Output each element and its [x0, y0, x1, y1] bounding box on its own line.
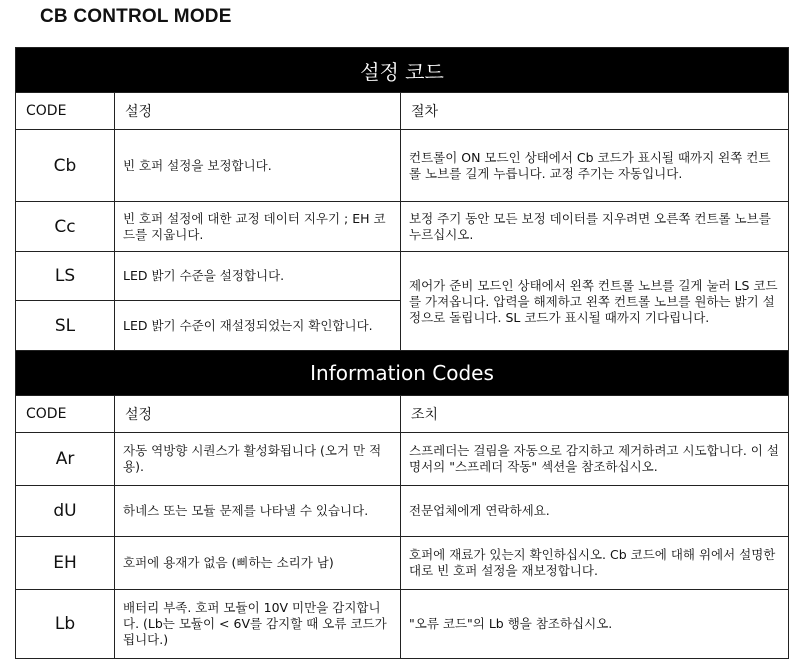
table-row	[16, 486, 789, 537]
setting-cell: 배터리 부족. 호퍼 모듈이 10V 미만을 감지합니다. (Lb는 모듈이 < 6V를 감지할 때 오류 코드가 됩니다.)	[115, 590, 401, 659]
setting-cell: 빈 호퍼 설정을 보정합니다.	[115, 130, 401, 202]
code-cell: dU	[16, 486, 115, 537]
table-row	[16, 433, 789, 486]
code-cell: Cc	[16, 202, 115, 252]
code-cell: EH	[16, 537, 115, 590]
table-row	[16, 202, 789, 252]
code-cell: SL	[16, 301, 115, 352]
table-header-row	[16, 396, 789, 433]
column-header-setting: 설정	[115, 396, 401, 433]
action-cell: 스프레더는 걸림을 자동으로 감지하고 제거하려고 시도합니다. 이 설명서의 "스프레더 작동" 섹션을 참조하십시오.	[401, 433, 789, 486]
procedure-cell: 컨트롤이 ON 모드인 상태에서 Cb 코드가 표시될 때까지 왼쪽 컨트롤 노브를 길게 누릅니다. 교정 주기는 자동입니다.	[401, 130, 789, 202]
procedure-cell: 제어가 준비 모드인 상태에서 왼쪽 컨트롤 노브를 길게 눌러 LS 코드를 가져옵니다. 압력을 해제하고 왼쪽 컨트롤 노브를 원하는 밝기 설정으로 돌립니다. SL 코드가 표시될 때까지 기다립니다.	[401, 252, 789, 352]
setting-cell: 하네스 또는 모듈 문제를 나타낼 수 있습니다.	[115, 486, 401, 537]
code-cell: Lb	[16, 590, 115, 659]
action-cell: 전문업체에게 연락하세요.	[401, 486, 789, 537]
settings-code-table	[15, 47, 789, 352]
table-title: 설정 코드	[16, 48, 789, 93]
table-row	[16, 130, 789, 202]
table-title: Information Codes	[16, 351, 789, 396]
action-cell: 호퍼에 재료가 있는지 확인하십시오. Cb 코드에 대해 위에서 설명한 대로 빈 호퍼 설정을 재보정합니다.	[401, 537, 789, 590]
table-row	[16, 537, 789, 590]
setting-cell: 빈 호퍼 설정에 대한 교정 데이터 지우기 ; EH 코드를 지웁니다.	[115, 202, 401, 252]
code-cell: Ar	[16, 433, 115, 486]
table-row	[16, 252, 789, 301]
code-cell: Cb	[16, 130, 115, 202]
procedure-cell: 보정 주기 동안 모든 보정 데이터를 지우려면 오른쪽 컨트롤 노브를 누르십시오.	[401, 202, 789, 252]
column-header-action: 조치	[401, 396, 789, 433]
column-header-code: CODE	[16, 396, 115, 433]
code-cell: LS	[16, 252, 115, 301]
setting-cell: 호퍼에 용재가 없음 (삐하는 소리가 남)	[115, 537, 401, 590]
setting-cell: 자동 역방향 시퀀스가 활성화됩니다 (오거 만 적용).	[115, 433, 401, 486]
column-header-procedure: 절차	[401, 93, 789, 130]
column-header-code: CODE	[16, 93, 115, 130]
table-header-row	[16, 93, 789, 130]
setting-cell: LED 밝기 수준이 재설정되었는지 확인합니다.	[115, 301, 401, 352]
page-title: CB CONTROL MODE	[40, 6, 232, 27]
information-codes-table	[15, 350, 789, 659]
table-row	[16, 590, 789, 659]
column-header-setting: 설정	[115, 93, 401, 130]
action-cell: "오류 코드"의 Lb 행을 참조하십시오.	[401, 590, 789, 659]
setting-cell: LED 밝기 수준을 설정합니다.	[115, 252, 401, 301]
